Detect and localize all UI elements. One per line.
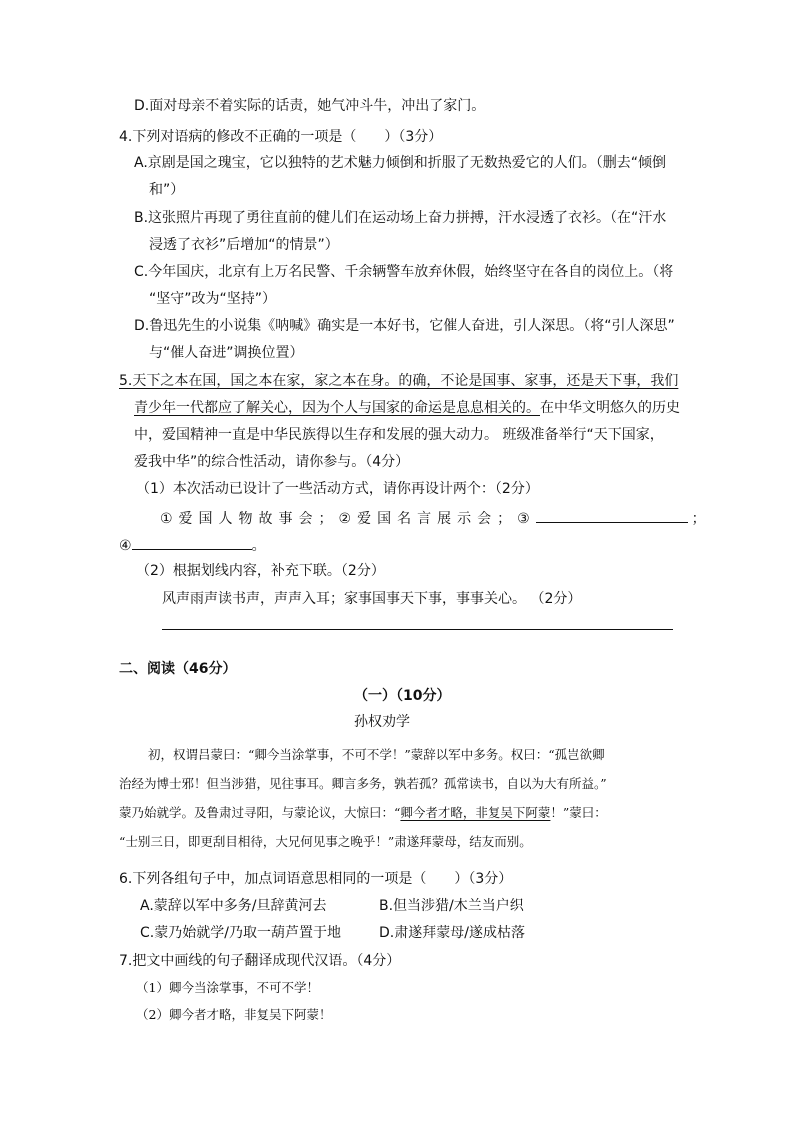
passage-line3-end: ！”蒙曰： — [550, 805, 607, 820]
part-1-heading: （一）（10分） — [354, 688, 451, 704]
q5-underlined-line2: 青少年一代都应了解关心，因为个人与国家的命运是息息相关的。 — [134, 400, 540, 416]
q4-option-b-line1: B.这张照片再现了勇往直前的健儿们在运动场上奋力拼搏，汗水浸透了衣衫。（在“汗水 — [134, 210, 667, 226]
q5-underlined-line1: 5.天下之本在国，国之本在家，家之本在身。的确，不论是国事、家事，还是天下事，我们 — [119, 373, 679, 389]
q5-line2 — [134, 398, 680, 418]
q4-option-c-line1: C.今年国庆，北京有上万名民警、千余辆警车放弃休假，始终坚守在各自的岗位上。（将 — [134, 264, 674, 280]
q6-option-d: D.肃遂拜蒙母/遂成枯落 — [379, 925, 525, 941]
passage-underlined-sentence: 卿今者才略，非复吴下阿蒙 — [400, 805, 551, 820]
q3-option-d: D.面对母亲不着实际的话责，她气冲斗牛，冲出了家门。 — [134, 98, 486, 114]
q5-line4: 爱我中华”的综合性活动，请你参与。（4分） — [134, 454, 410, 470]
q5-sub1-semicolon: ； — [691, 511, 706, 527]
q7-stem: 7.把文中画线的句子翻译成现代汉语。（4分） — [119, 953, 401, 969]
q4-option-d-line2: 与“催人奋进”调换位置） — [149, 345, 304, 361]
q5-sub1-given: ①爱国人物故事会；②爱国名言展示会；③ — [160, 511, 536, 527]
passage-line3-start: 蒙乃始就学。及鲁肃过寻阳，与蒙论议，大惊曰：“ — [119, 805, 401, 820]
passage-line3 — [119, 803, 607, 823]
passage-line2: 治经为博士邪！但当涉猎，见往事耳。卿言多务，孰若孤？孤常读书，自以为大有所益。” — [119, 776, 607, 791]
q6-stem: 6.下列各组句子中，加点词语意思相同的一项是（ ）（3分） — [119, 871, 513, 887]
passage-line4: “士别三日，即更刮目相待，大兄何见事之晚乎！”肃遂拜蒙母，结友而别。 — [119, 834, 532, 849]
q5-sub1-options — [160, 507, 706, 529]
q4-option-d-line1: D.鲁迅先生的小说集《呐喊》确实是一本好书，它催人奋进，引人深思。（将“引人深思” — [134, 318, 675, 334]
passage-line1: 初，权谓吕蒙曰：“卿今当涂掌事，不可不学！”蒙辞以军中多务。权曰：“孤岂欲卿 — [148, 747, 605, 762]
q5-couplet: 风声雨声读书声，声声入耳；家事国事天下事，事事关心。 （2分） — [162, 591, 582, 607]
passage-title: 孙权劝学 — [354, 714, 410, 730]
q6-option-a: A.蒙辞以军中多务/旦辞黄河去 — [140, 898, 327, 914]
answer-line-couplet[interactable] — [162, 629, 673, 630]
q5-circled-4: ④ — [119, 538, 132, 554]
q6-option-b: B.但当涉猎/木兰当户织 — [379, 898, 524, 914]
q4-stem: 4.下列对语病的修改不正确的一项是（ ）（3分） — [119, 129, 443, 145]
q5-sub2-stem: （2）根据划线内容，补充下联。（2分） — [136, 563, 385, 579]
q7-sentence-2: （2）卿今者才略，非复吴下阿蒙！ — [136, 1007, 332, 1022]
answer-blank-3[interactable] — [536, 507, 688, 523]
q5-line2-rest: 在中华文明悠久的历史 — [540, 400, 680, 416]
q5-sub1-option4 — [119, 534, 266, 556]
q5-period: 。 — [251, 538, 266, 554]
q5-line3: 中，爱国精神一直是中华民族得以生存和发展的强大动力。 班级准备举行“天下国家， — [134, 427, 664, 443]
q4-option-c-line2: “坚守”改为“坚持”） — [149, 291, 277, 307]
q4-option-a-line1: A.京剧是国之瑰宝，它以独特的艺术魅力倾倒和折服了无数热爱它的人们。（删去“倾倒 — [134, 155, 667, 171]
q6-option-c: C.蒙乃始就学/乃取一葫芦置于地 — [140, 925, 341, 941]
q4-option-b-line2: 浸透了衣衫”后增加“的情景”） — [149, 237, 339, 253]
q7-sentence-1: （1）卿今当涂掌事，不可不学！ — [136, 980, 319, 995]
answer-blank-4[interactable] — [132, 534, 252, 550]
q5-sub1-stem: （1）本次活动已设计了一些活动方式，请你再设计两个：（2分） — [136, 481, 539, 497]
section-2-title: 二、阅读（46分） — [119, 661, 237, 677]
q4-option-a-line2: 和”） — [149, 182, 185, 198]
